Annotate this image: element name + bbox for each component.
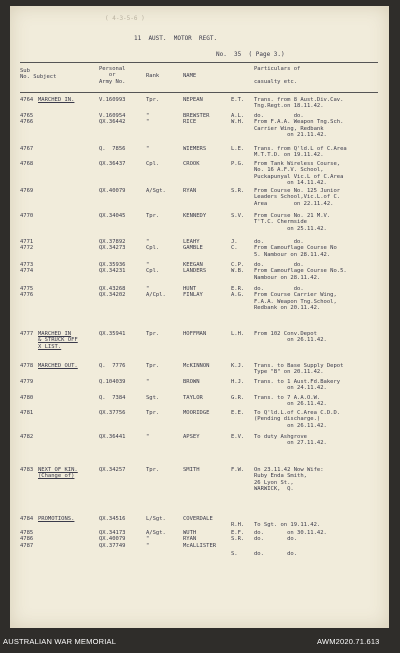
entry-number: 4783	[20, 467, 34, 473]
entry-army-no: QX.37892 QX.34273	[99, 239, 126, 252]
entry-army-no: QX.37756	[99, 410, 126, 416]
entry-subject: MARCHED OUT.	[38, 363, 78, 369]
entry-name: LEAHY GAMBLE	[183, 239, 203, 252]
entry-name: BROWN	[183, 379, 200, 385]
entry-initials: E.F. S.R.	[231, 530, 245, 543]
entry-rank: Cpl.	[146, 161, 160, 167]
entry-number: 4781	[20, 410, 34, 416]
entry-particulars: do. do.	[254, 551, 298, 557]
entry-particulars: From 102 Conv.Depot on 26.11.42.	[254, 331, 327, 344]
entry-number: 4779	[20, 379, 34, 385]
entry-number: 4773 4774	[20, 262, 34, 275]
entry-particulars: On 23.11.42 Now Wife: Ruby Enda Smith, 26 Lyon St., WARWICK, Q.	[254, 467, 324, 492]
entry-name: RYAN	[183, 188, 197, 194]
entry-rank: Tpr.	[146, 363, 160, 369]
entry-rank: " "	[146, 113, 150, 126]
entry-army-no: QX.35941	[99, 331, 126, 337]
entry-initials: R.H.	[231, 522, 245, 528]
entry-initials: G.R.	[231, 395, 245, 401]
entry-army-no: QX.36441	[99, 434, 126, 440]
entry-number: 4771 4772	[20, 239, 34, 252]
col-header-rank: Rank	[146, 73, 160, 79]
entry-particulars: do. do. From Course Carrier Wing, F.A.A. Weapon Tng.School, Redbank on 20.11.42.	[254, 286, 337, 311]
entry-name: COVERDALE	[183, 516, 213, 522]
entry-initials: K.J.	[231, 363, 245, 369]
entry-particulars: To Q'ld.L.of C.Area C.D.D. (Pending discharge.) on 26.11.42.	[254, 410, 341, 429]
col-header-sub: Sub No. Subject	[20, 68, 57, 81]
entry-rank: A/Sgt.	[146, 188, 166, 194]
entry-subject: MARCHED IN.	[38, 97, 75, 103]
entry-initials: E.E.	[231, 410, 245, 416]
entry-rank: Sgt.	[146, 395, 160, 401]
entry-rank: " A/Cpl.	[146, 286, 166, 299]
entry-particulars: From Course No. 21 M.V. T'T.C. Chermside on 25.11.42.	[254, 213, 331, 232]
entry-rank: Tpr.	[146, 97, 160, 103]
entry-initials: J. C.	[231, 239, 238, 252]
entry-rank: Tpr.	[146, 410, 160, 416]
entry-army-no: QX.34516	[99, 516, 126, 522]
footer-credit: AUSTRALIAN WAR MEMORIAL	[3, 637, 117, 646]
entry-army-no: Q. 7856	[99, 146, 126, 152]
entry-name: HOFFMAN	[183, 331, 207, 337]
entry-rank: Tpr.	[146, 213, 160, 219]
entry-army-no: QX.34045	[99, 213, 126, 219]
entry-rank: Tpr.	[146, 467, 160, 473]
entry-initials: S.	[231, 551, 238, 557]
entry-number: 4768	[20, 161, 34, 167]
col-header-army-no: Personal or Army No.	[99, 66, 126, 85]
entry-rank: A/Sgt. " "	[146, 530, 166, 549]
entry-name: WUTH RYAN McALLISTER	[183, 530, 217, 549]
entry-particulars: do. do. From Camouflage Course No 5. Nambour on 28.11.42.	[254, 239, 337, 258]
entry-number: 4770	[20, 213, 34, 219]
entry-army-no: Q.104039	[99, 379, 126, 385]
entry-particulars: To Sgt. on 19.11.42.	[254, 522, 321, 528]
entry-number: 4775 4776	[20, 286, 34, 299]
entry-number: 4782	[20, 434, 34, 440]
entry-subject: NEXT OF KIN. (Change of)	[38, 467, 78, 480]
entry-name: KENNEDY	[183, 213, 207, 219]
entry-rank: "	[146, 146, 150, 152]
entry-rank: L/Sgt.	[146, 516, 166, 522]
entry-number: 4767	[20, 146, 34, 152]
pencil-stamp: ( 4-3-5-6 )	[105, 15, 145, 22]
entry-name: McKINNON	[183, 363, 210, 369]
entry-initials: E.R. A.G.	[231, 286, 245, 299]
entry-name: MOORIDGE	[183, 410, 210, 416]
document-title: 11 AUST. MOTOR REGT.	[134, 35, 218, 42]
entry-army-no: V.160954 QX.36442	[99, 113, 126, 126]
entry-initials: P.G.	[231, 161, 245, 167]
entry-particulars: do. do. From F.A.A. Weapon Tng.Sch. Carrier Wing, Redbank on 21.11.42.	[254, 113, 344, 138]
header-bottom-rule	[20, 92, 378, 93]
entry-particulars: From Tank Wireless Course, No. 16 A.F.V. School, Puckapunyal Vic.L of C.Area on 14.11.42.	[254, 161, 344, 186]
entry-number: 4785 4786 4787	[20, 530, 34, 549]
footer-accession-number: AWM2020.71.613	[317, 637, 380, 646]
entry-particulars: do. on 30.11.42. do. do.	[254, 530, 327, 543]
entry-army-no: Q. 7384	[99, 395, 126, 401]
entry-name: CROOK	[183, 161, 200, 167]
document-page	[10, 6, 389, 628]
header-top-rule	[20, 62, 378, 63]
entry-particulars: Trans. to 7 A.A.O.W. on 26.11.42.	[254, 395, 327, 408]
entry-rank: "	[146, 434, 150, 440]
entry-army-no: QX.34257	[99, 467, 126, 473]
entry-number: 4765 4766	[20, 113, 34, 126]
entry-initials: H.J.	[231, 379, 245, 385]
entry-name: TAYLOR	[183, 395, 203, 401]
entry-name: NEPEAN	[183, 97, 203, 103]
entry-rank: Tpr.	[146, 331, 160, 337]
entry-initials: S.V.	[231, 213, 245, 219]
entry-initials: E.V.	[231, 434, 245, 440]
col-header-name: NAME	[183, 73, 197, 79]
entry-initials: S.R.	[231, 188, 245, 194]
entry-initials: F.W.	[231, 467, 245, 473]
entry-subject: MARCHED IN & STRUCK OFF X LIST.	[38, 331, 78, 350]
entry-army-no: QX.40079	[99, 188, 126, 194]
entry-initials: A.L. W.H.	[231, 113, 245, 126]
page-reference: No. 35 ( Page 3.)	[216, 51, 285, 58]
entry-initials: C.P. W.B.	[231, 262, 245, 275]
entry-name: WIEMERS	[183, 146, 207, 152]
entry-name: KEEGAN LANDERS	[183, 262, 207, 275]
entry-army-no: Q. 7776	[99, 363, 126, 369]
entry-name: APSEY	[183, 434, 200, 440]
entry-subject: PROMOTIONS.	[38, 516, 75, 522]
entry-army-no: QX.36437	[99, 161, 126, 167]
entry-army-no: V.160993	[99, 97, 126, 103]
entry-initials: E.T.	[231, 97, 245, 103]
entry-army-no: QX.43268 QX.34202	[99, 286, 126, 299]
entry-particulars: From Course No. 125 Junior Leaders School,Vic.L.of C. Area on 22.11.42.	[254, 188, 341, 207]
entry-number: 4769	[20, 188, 34, 194]
entry-name: HUNT FINLAY	[183, 286, 203, 299]
entry-number: 4778	[20, 363, 34, 369]
entry-rank: " Cpl.	[146, 262, 160, 275]
entry-particulars: do. do. From Camouflage Course No.5. Nambour on 28.11.42.	[254, 262, 347, 281]
entry-number: 4784	[20, 516, 34, 522]
entry-particulars: Trans. to 1 Aust.Fd.Bakery on 24.11.42.	[254, 379, 341, 392]
entry-particulars: Trans. to Base Supply Depot Type "B" on 20.11.42.	[254, 363, 344, 376]
entry-number: 4780	[20, 395, 34, 401]
entry-rank: " Cpl.	[146, 239, 160, 252]
entry-rank: "	[146, 379, 150, 385]
entry-particulars: To duty Ashgrove on 27.11.42.	[254, 434, 327, 447]
entry-number: 4764	[20, 97, 34, 103]
entry-initials: L.E.	[231, 146, 245, 152]
entry-initials: L.H.	[231, 331, 245, 337]
entry-particulars: Trans. from 8 Aust.Div.Cav. Tng.Regt.on 18.11.42.	[254, 97, 344, 110]
entry-name: BREWSTER RICE	[183, 113, 210, 126]
entry-name: SMITH	[183, 467, 200, 473]
entry-number: 4777	[20, 331, 34, 337]
entry-army-no: QX.35936 QX.34231	[99, 262, 126, 275]
col-header-particulars: Particulars of casualty etc.	[254, 66, 301, 85]
entry-particulars: Trans. from Q'ld.L of C.Area M.T.T.D. on 19.11.42.	[254, 146, 347, 159]
entry-army-no: QX.34173 QX.40079 QX.37749	[99, 530, 126, 549]
